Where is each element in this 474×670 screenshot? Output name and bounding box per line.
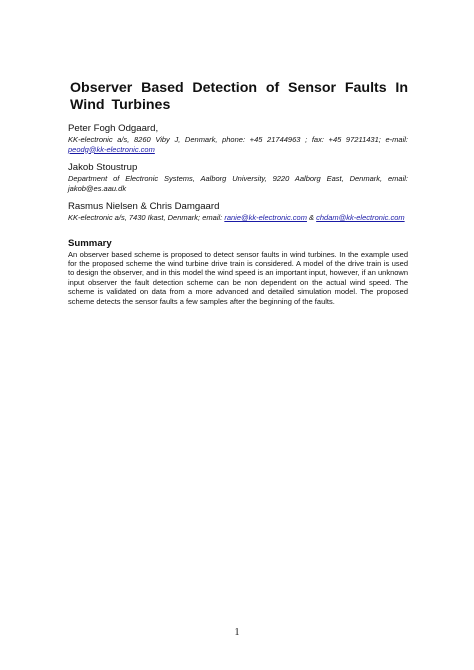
summary-heading: Summary (68, 237, 112, 249)
paper-title: Observer Based Detection of Sensor Faults In Wind Turbines (70, 80, 408, 113)
page-number: 1 (234, 627, 240, 638)
author-name: Jakob Stoustrup (68, 162, 138, 173)
summary-text: An observer based scheme is proposed to detect sensor faults in wind turbines. In the example used for the proposed scheme the wind turbine drive train is considered. A model of the drive train is used to design the observer, and in this model the wind speed is an important input, however, if an unknown input observer the fault detection scheme can be non dependent on the actual wind speed. The scheme is validated on data from a more advanced and detailed simulation model. The proposed scheme detects the sensor faults a few samples after the beginning of the faults. (68, 249, 408, 306)
author-block-stoustrup (68, 162, 408, 193)
author-affiliation (68, 174, 408, 193)
email-separator: & (306, 213, 317, 222)
author-name: Rasmus Nielsen & Chris Damgaard (68, 201, 220, 212)
author-name: Peter Fogh Odgaard, (68, 123, 159, 134)
author-affiliation (68, 213, 408, 223)
email-link[interactable]: chdam@kk-electronic.com (316, 213, 405, 222)
email-link[interactable]: ranie@kk-electronic.com (224, 213, 307, 222)
author-affiliation (68, 135, 408, 154)
author-block-odgaard (68, 123, 408, 154)
paper-content (68, 80, 408, 306)
affiliation-text: Department of Electronic Systems, Aalborg University, 9220 Aalborg East, Denmark, email: jakob@es.aau.dk (68, 174, 408, 193)
affiliation-text: KK-electronic a/s, 7430 Ikast, Denmark; email: (68, 213, 225, 222)
author-block-nielsen-damgaard (68, 201, 408, 223)
affiliation-text: KK-electronic a/s, 8260 Viby J, Denmark, phone: +45 21744963 ; fax: +45 97211431; e-mail: (68, 135, 408, 144)
email-link[interactable]: peodg@kk-electronic.com (68, 144, 155, 154)
